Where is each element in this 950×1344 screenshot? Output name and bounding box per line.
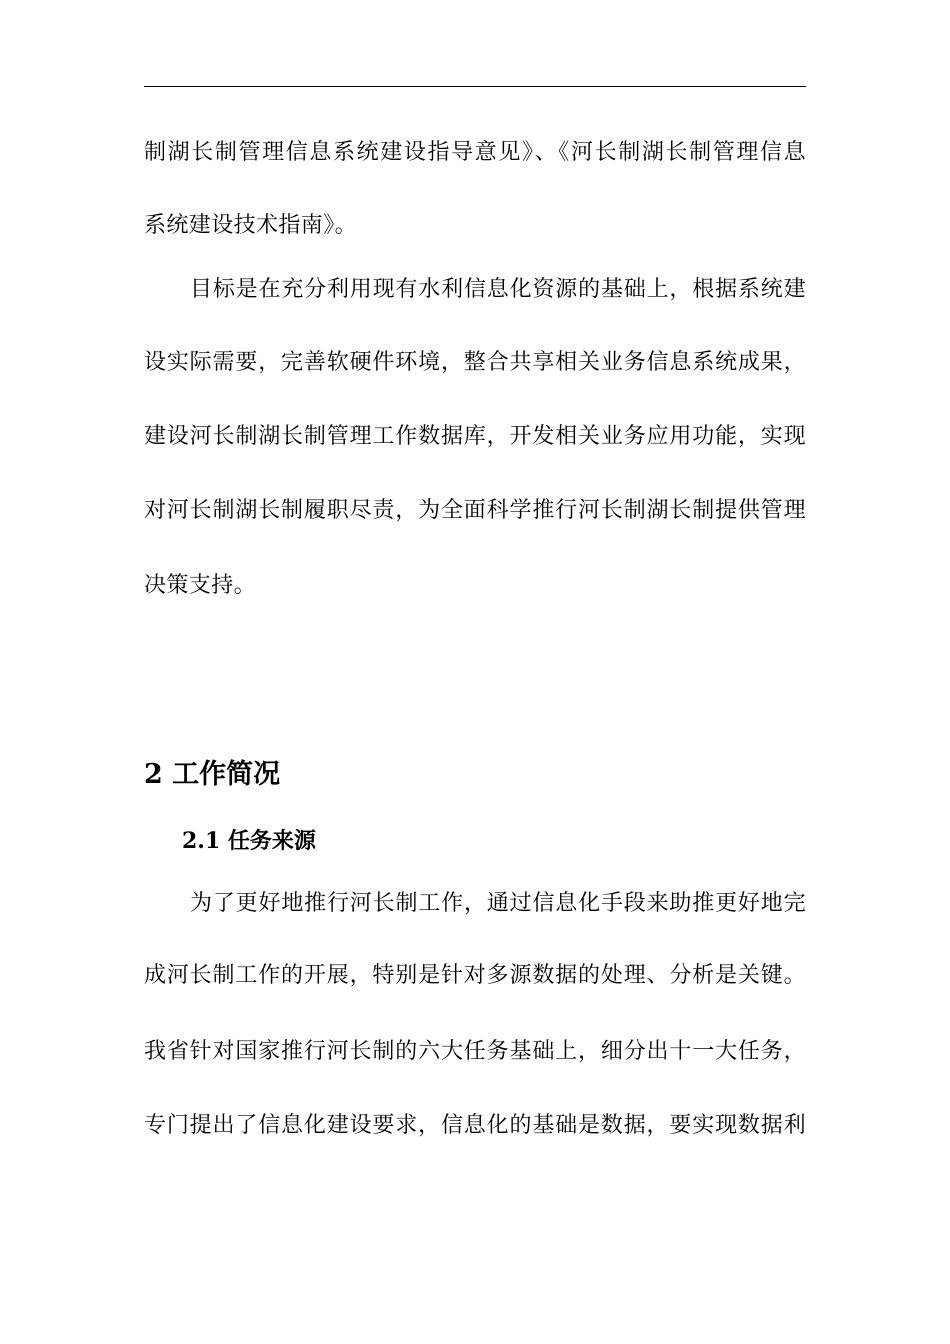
paragraph-line: 制湖长制管理信息系统建设指导意见》、《河长制湖长制管理信息 bbox=[144, 140, 806, 165]
paragraph-line: 我省针对国家推行河长制的六大任务基础上，细分出十一大任务， bbox=[144, 1039, 806, 1064]
paragraph-line: 决策支持。 bbox=[144, 573, 257, 598]
paragraph-line: 系统建设技术指南》。 bbox=[144, 213, 358, 238]
header-rule bbox=[144, 86, 806, 87]
paragraph-line: 设实际需要，完善软硬件环境，整合共享相关业务信息系统成果， bbox=[144, 350, 806, 375]
paragraph-line: 建设河长制湖长制管理工作数据库，开发相关业务应用功能，实现 bbox=[144, 424, 806, 449]
paragraph-line: 对河长制湖长制履职尽责，为全面科学推行河长制湖长制提供管理 bbox=[144, 498, 806, 523]
paragraph-line: 为了更好地推行河长制工作，通过信息化手段来助推更好地完 bbox=[190, 891, 806, 916]
subsection-heading: 2.1 任务来源 bbox=[182, 828, 316, 854]
paragraph-line: 专门提出了信息化建设要求，信息化的基础是数据，要实现数据利 bbox=[144, 1113, 806, 1138]
paragraph-line: 目标是在充分利用现有水利信息化资源的基础上，根据系统建 bbox=[190, 277, 806, 302]
paragraph-line: 成河长制工作的开展，特别是针对多源数据的处理、分析是关键。 bbox=[144, 963, 806, 988]
section-heading: 2 工作简况 bbox=[144, 759, 281, 790]
